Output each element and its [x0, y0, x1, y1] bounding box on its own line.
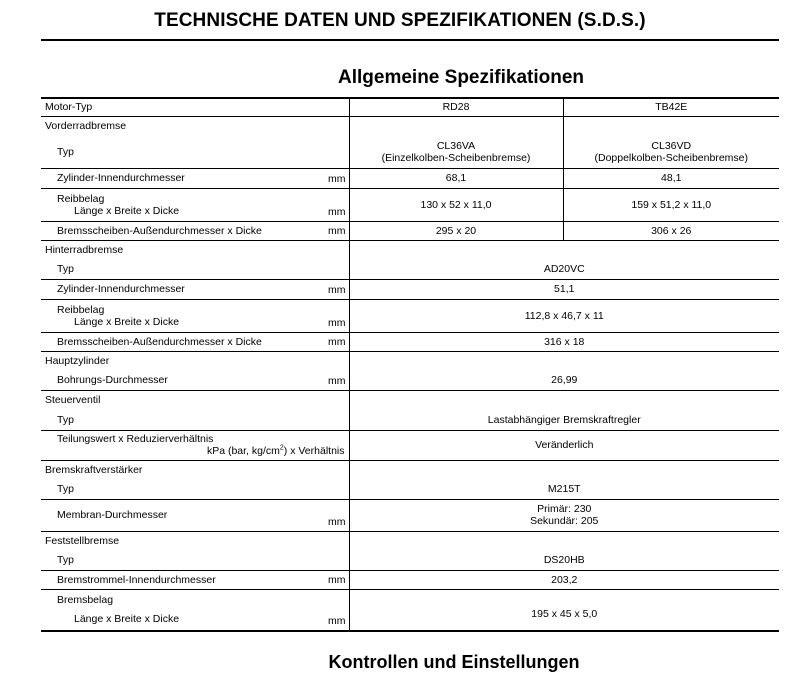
cell-value: DS20HB	[543, 554, 585, 567]
row-label: Bremsscheiben-Außendurchmesser x Dicke	[57, 335, 262, 348]
unit-label: mm	[328, 224, 346, 237]
table-row	[41, 221, 779, 240]
table-row	[41, 390, 779, 410]
row-label: Zylinder-Innendurchmesser	[57, 172, 185, 184]
cell-value: M215T	[547, 483, 581, 496]
table-row	[41, 136, 779, 168]
cell-value: Primär: 230	[537, 503, 592, 515]
cell-value: Lastabhängiger Bremskraftregler	[487, 413, 641, 426]
table-row	[41, 480, 779, 499]
unit-label: mm	[328, 172, 346, 185]
cell-value: 48,1	[563, 168, 779, 188]
row-label: Teilungswert x Reduzierverhältnis	[57, 433, 214, 445]
section-control-valve: Steuerventil	[41, 390, 349, 410]
row-label: Zylinder-Innendurchmesser	[57, 283, 185, 295]
table-row	[41, 332, 779, 351]
section-master-cylinder: Hauptzylinder	[41, 351, 349, 371]
row-label: Bremsbelag	[57, 594, 114, 607]
unit-label: mm	[328, 205, 346, 218]
cell-value: (Einzelkolben-Scheibenbremse)	[381, 151, 531, 164]
section-heading: Allgemeine Spezifikationen	[338, 67, 584, 88]
row-sublabel: Länge x Breite x Dicke	[74, 315, 180, 328]
header-tb42e: TB42E	[563, 98, 779, 116]
row-label: Reibbelag	[57, 192, 105, 205]
row-label: Typ	[57, 483, 74, 496]
cell-value: 316 x 18	[349, 332, 779, 351]
table-row	[41, 551, 779, 570]
cell-value: 26,99	[551, 374, 578, 387]
cell-value: (Doppelkolben-Scheibenbremse)	[594, 151, 748, 164]
row-unit-line: kPa (bar, $kg/cm^2$) x Verhältnis	[206, 444, 345, 457]
table-row	[41, 371, 779, 390]
cell-value: 159 x 51,2 x 11,0	[563, 188, 779, 221]
cell-value: 68,1	[349, 168, 563, 188]
table-row	[41, 188, 779, 221]
table-row	[41, 168, 779, 188]
cell-value: CL36VA	[436, 139, 476, 152]
spec-table	[41, 97, 779, 632]
row-label: Membran-Durchmesser	[57, 509, 168, 521]
table-row	[41, 499, 779, 531]
table-header-row	[41, 98, 779, 116]
section-parking-brake: Feststellbremse	[41, 531, 349, 551]
cell-value: 112,8 x 46,7 x 11	[349, 299, 779, 332]
table-row	[41, 299, 779, 332]
table-row	[41, 430, 779, 460]
row-label: Bremsscheiben-Außendurchmesser x Dicke	[57, 224, 262, 237]
cell-value: 306 x 26	[563, 221, 779, 240]
table-row	[41, 351, 779, 371]
row-sublabel: Länge x Breite x Dicke	[74, 204, 180, 217]
table-row	[41, 460, 779, 480]
table-row	[41, 279, 779, 299]
row-label: Typ	[57, 554, 74, 567]
unit-label: mm	[328, 515, 346, 528]
row-label: Bohrungs-Durchmesser	[57, 374, 168, 387]
row-label: Reibbelag	[57, 303, 105, 316]
header-rd28: RD28	[349, 98, 563, 116]
unit-label: mm	[328, 615, 346, 627]
unit-label: mm	[328, 374, 346, 387]
row-sublabel: Länge x Breite x Dicke	[74, 613, 180, 626]
cell-value: 195 x 45 x 5,0	[349, 589, 779, 631]
cell-value: Veränderlich	[349, 430, 779, 460]
cell-value: AD20VC	[543, 263, 585, 276]
cell-value: 51,1	[349, 279, 779, 299]
table-row	[41, 570, 779, 589]
row-label: Typ	[57, 145, 74, 158]
unit-label: mm	[328, 316, 346, 329]
page-title: TECHNISCHE DATEN UND SPEZIFIKATIONEN (S.D.S.)	[154, 10, 646, 31]
title-divider	[41, 39, 779, 41]
cell-value: 203,2	[349, 570, 779, 589]
cell-value: 130 x 52 x 11,0	[349, 188, 563, 221]
table-row	[41, 240, 779, 260]
table-row	[41, 589, 779, 631]
row-label: Bremstrommel-Innendurchmesser	[57, 573, 216, 586]
header-label: Motor-Typ	[41, 98, 349, 116]
section-front-brake: Vorderradbremse	[41, 116, 349, 136]
table-row	[41, 531, 779, 551]
section-rear-brake: Hinterradbremse	[41, 240, 349, 260]
row-label: Typ	[57, 413, 74, 426]
next-section-heading: Kontrollen und Einstellungen	[328, 652, 580, 672]
unit-label: mm	[328, 573, 346, 586]
table-row	[41, 260, 779, 279]
section-brake-booster: Bremskraftverstärker	[41, 460, 349, 480]
table-row	[41, 116, 779, 136]
table-row	[41, 410, 779, 430]
cell-value: Sekundär: 205	[530, 515, 599, 527]
cell-value: CL36VD	[651, 139, 692, 152]
row-label: Typ	[57, 263, 74, 276]
unit-label: mm	[328, 335, 346, 348]
unit-label: mm	[328, 283, 346, 296]
cell-value: 295 x 20	[349, 221, 563, 240]
